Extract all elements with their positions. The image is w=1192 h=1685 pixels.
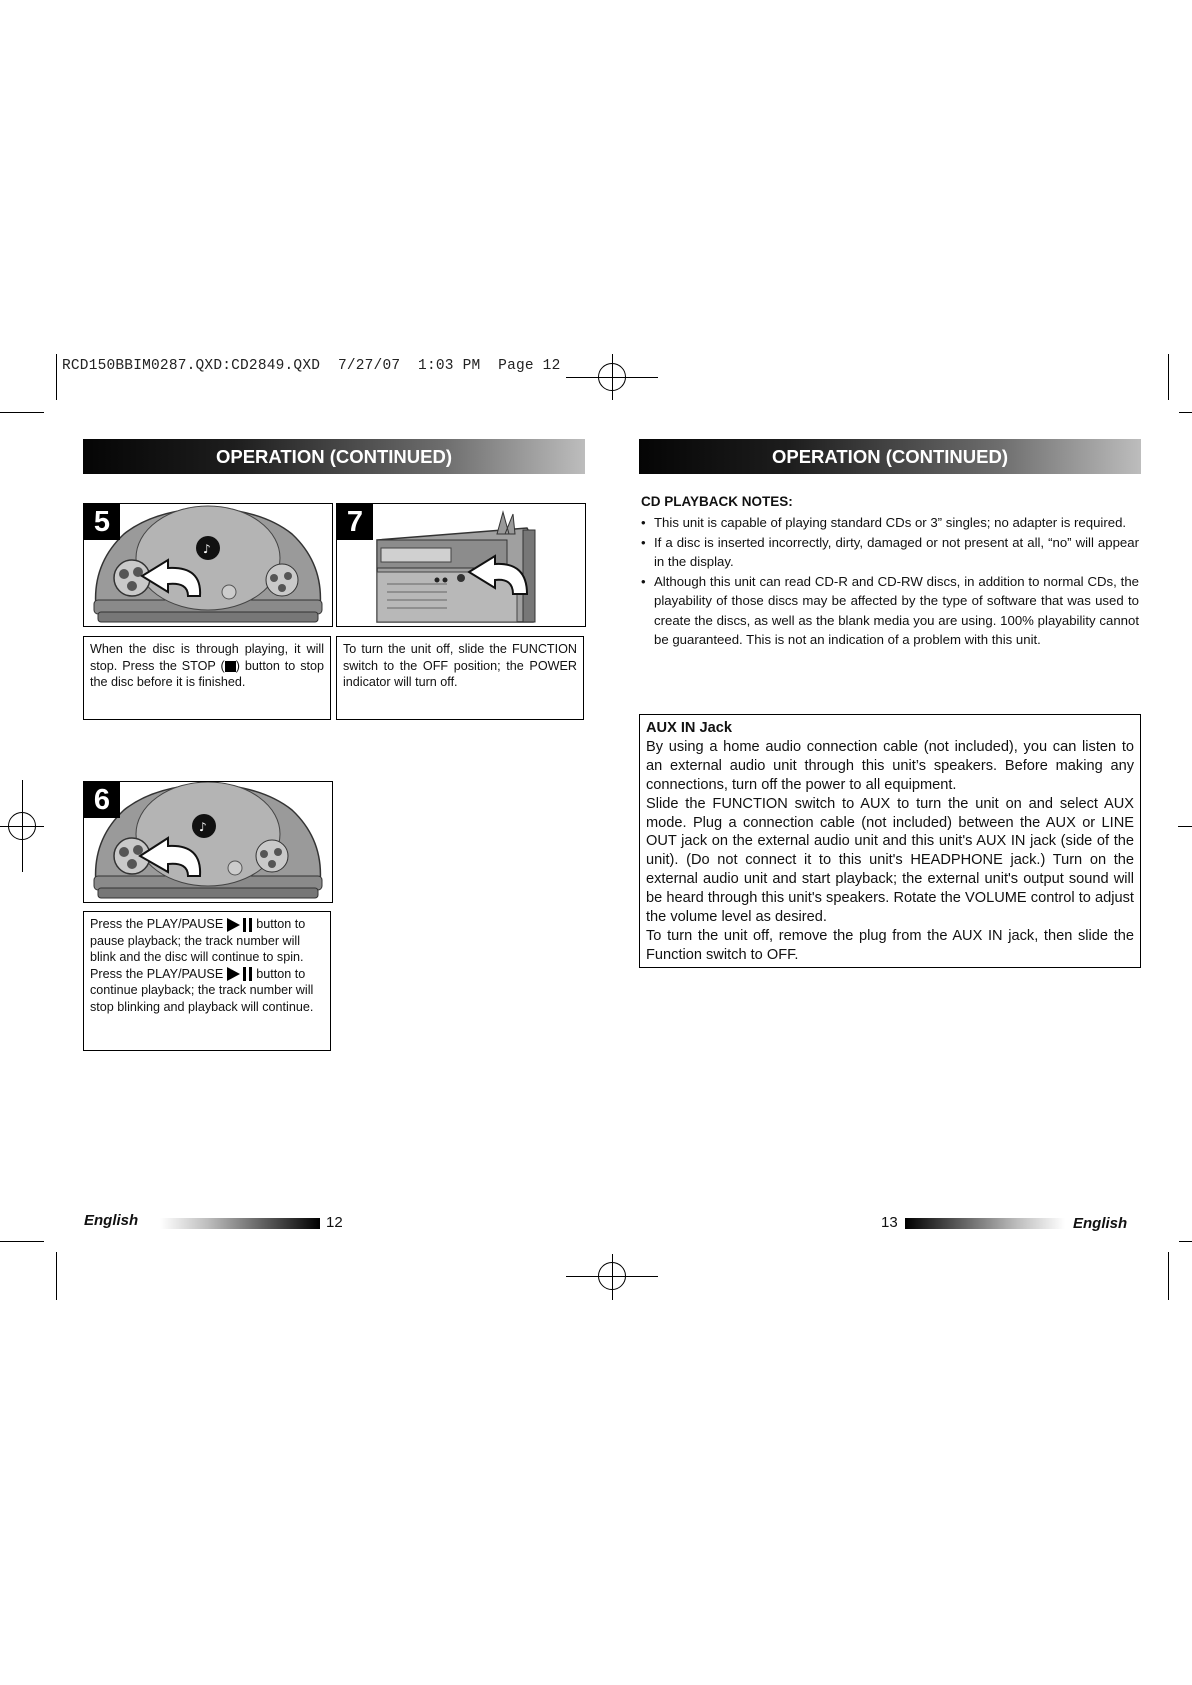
caption-line: pause playback; the track number will bbox=[90, 933, 300, 948]
page-number-right: 13 bbox=[881, 1214, 898, 1231]
footer-gradient-bar-right bbox=[905, 1218, 1065, 1229]
aux-in-jack-box bbox=[639, 714, 1141, 968]
page-title-left: OPERATION (CONTINUED) bbox=[83, 439, 585, 474]
step-7-figure bbox=[336, 503, 586, 627]
step-7-caption: To turn the unit off, slide the FUNCTION switch to the OFF position; the POWER indicator will turn off. bbox=[336, 636, 584, 720]
list-item: • Although this unit can read CD-R and CD-RW discs, in addition to normal CDs, the playability of those discs may be affected by the type of software that was used to create the discs, as well as the blank media you are using. 100% playability cannot be guaranteed. This is not an indication of a problem with this unit. bbox=[641, 572, 1139, 650]
crop-mark bbox=[1168, 354, 1169, 400]
crop-mark bbox=[1168, 1252, 1169, 1300]
crop-mark bbox=[0, 1241, 44, 1242]
page-number-left: 12 bbox=[326, 1214, 343, 1231]
registration-mark-top bbox=[566, 354, 658, 400]
aux-paragraph: Slide the FUNCTION switch to AUX to turn the unit on and select AUX mode. Plug a connection cable (not included) between the AUX or LINE OUT jack on the external audio unit and this unit's AUX IN jack (side of the unit). (Do not connect it to this unit's HEADPHONE jack.) Turn on the external audio unit and start playback; the external unit's output sound will be heard through this unit's speakers. Rotate the VOLUME control to adjust the volume level as desired. bbox=[646, 795, 1134, 926]
caption-text: button to bbox=[252, 966, 306, 981]
svg-text:♪: ♪ bbox=[199, 820, 207, 834]
step-6-caption bbox=[83, 911, 331, 1051]
cd-player-top-illustration bbox=[84, 782, 332, 902]
caption-text: Press the PLAY/PAUSE bbox=[90, 917, 227, 931]
caption-line bbox=[90, 916, 324, 933]
play-pause-icon bbox=[227, 918, 253, 932]
caption-line: blink and the disc will continue to spin. bbox=[90, 950, 304, 964]
crop-mark bbox=[56, 1252, 57, 1300]
caption-text: button to bbox=[252, 917, 306, 931]
caption-line: continue playback; the track number will bbox=[90, 983, 314, 997]
cd-playback-notes-title: CD PLAYBACK NOTES: bbox=[641, 494, 793, 509]
step-6-figure bbox=[83, 781, 333, 903]
aux-in-title: AUX IN Jack bbox=[646, 720, 732, 736]
crop-mark bbox=[56, 354, 57, 400]
step-5-caption bbox=[83, 636, 331, 720]
play-pause-icon bbox=[227, 967, 253, 981]
step-number: 7 bbox=[337, 504, 373, 540]
stop-square-icon bbox=[225, 661, 236, 672]
crop-mark bbox=[0, 412, 44, 413]
footer-language-left: English bbox=[84, 1212, 139, 1229]
step-5-figure bbox=[83, 503, 333, 627]
list-item: • If a disc is inserted incorrectly, dirty, damaged or not present at all, “no” will appear in the display. bbox=[641, 533, 1139, 572]
cd-playback-notes-list bbox=[641, 513, 1139, 650]
caption-text: When the disc is through playing, it will stop. Press the STOP ( bbox=[90, 642, 324, 673]
file-slug: RCD150BBIM0287.QXD:CD2849.QXD 7/27/07 1:03 PM Page 12 bbox=[62, 358, 561, 374]
crop-mark bbox=[1179, 1241, 1192, 1242]
cd-player-top-illustration bbox=[84, 504, 332, 626]
list-item: • This unit is capable of playing standard CDs or 3” singles; no adapter is required. bbox=[641, 513, 1139, 533]
registration-mark-bottom bbox=[566, 1254, 658, 1300]
footer-gradient-bar-left bbox=[160, 1218, 320, 1229]
footer-language-right: English bbox=[1073, 1215, 1128, 1232]
registration-mark-left bbox=[0, 780, 44, 872]
step-number: 5 bbox=[84, 504, 120, 540]
caption-line: stop blinking and playback will continue. bbox=[90, 999, 314, 1014]
registration-tick-right bbox=[1178, 826, 1192, 827]
caption-line bbox=[90, 966, 324, 983]
svg-text:♪: ♪ bbox=[203, 542, 211, 556]
aux-paragraph: To turn the unit off, remove the plug from the AUX IN jack, then slide the Function switch to OFF. bbox=[646, 927, 1134, 963]
caption-text: Press the PLAY/PAUSE bbox=[90, 966, 227, 981]
cd-player-side-illustration bbox=[337, 504, 585, 626]
caption-text: ) button to stop the disc before it is finished. bbox=[90, 658, 324, 689]
page-title-right: OPERATION (CONTINUED) bbox=[639, 439, 1141, 474]
crop-mark bbox=[1179, 412, 1192, 413]
step-number: 6 bbox=[84, 782, 120, 818]
aux-paragraph: By using a home audio connection cable (not included), you can listen to an external audio unit through this unit’s speakers. Before making any connections, turn off the power to all equipment. bbox=[646, 738, 1134, 793]
